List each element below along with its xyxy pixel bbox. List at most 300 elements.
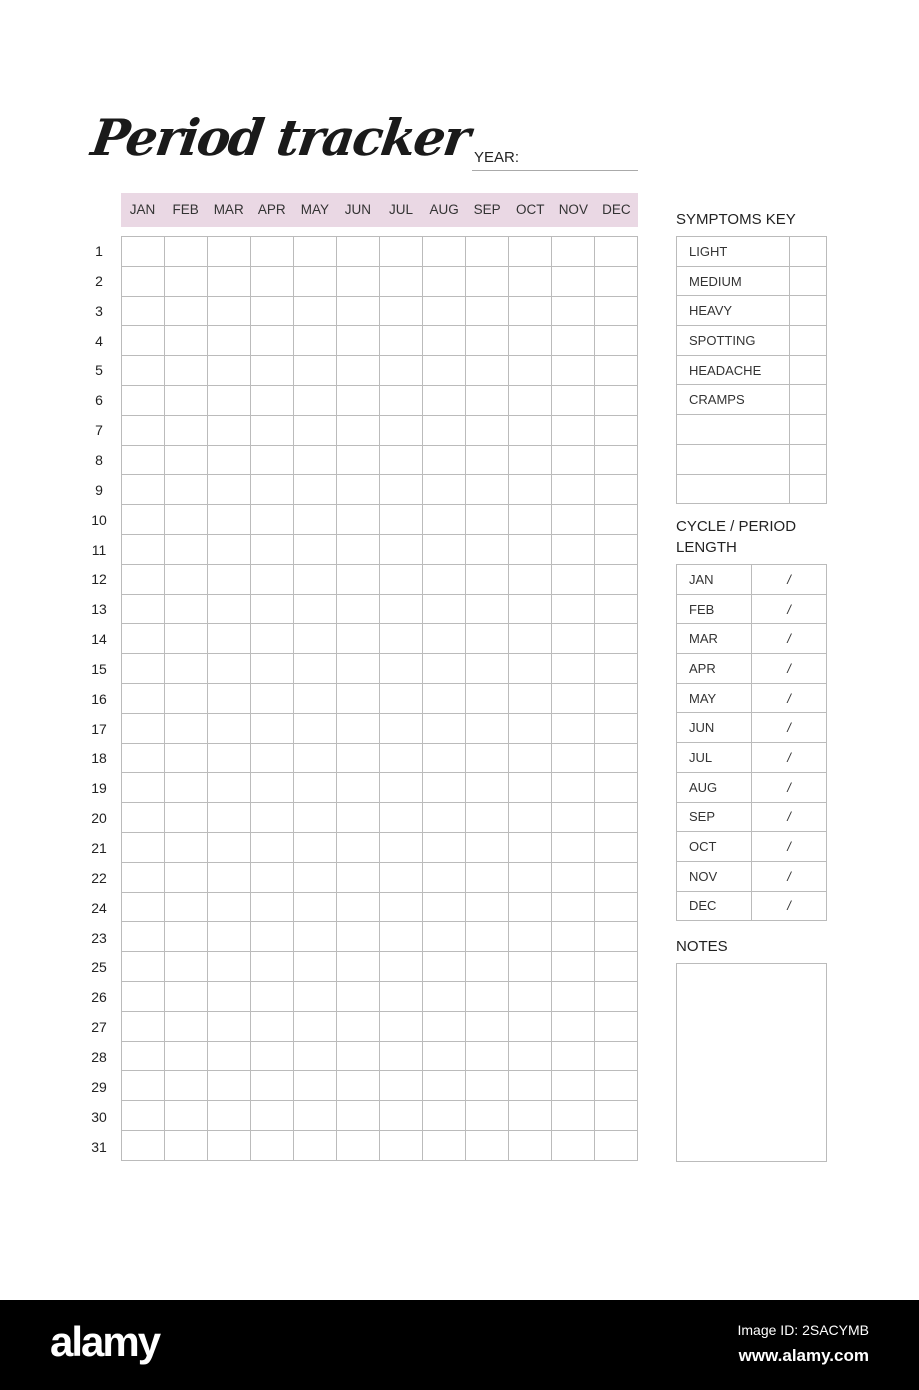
day-cell[interactable] xyxy=(165,385,208,415)
day-cell[interactable] xyxy=(552,832,595,862)
day-cell[interactable] xyxy=(294,326,337,356)
day-cell[interactable] xyxy=(165,237,208,267)
day-cell[interactable] xyxy=(251,564,294,594)
day-cell[interactable] xyxy=(595,743,638,773)
day-cell[interactable] xyxy=(423,1101,466,1131)
day-cell[interactable] xyxy=(552,803,595,833)
day-cell[interactable] xyxy=(165,803,208,833)
day-cell[interactable] xyxy=(337,266,380,296)
day-cell[interactable] xyxy=(552,773,595,803)
day-cell[interactable] xyxy=(165,326,208,356)
day-cell[interactable] xyxy=(466,326,509,356)
day-cell[interactable] xyxy=(380,892,423,922)
day-cell[interactable] xyxy=(595,1130,638,1160)
day-cell[interactable] xyxy=(595,1041,638,1071)
day-cell[interactable] xyxy=(509,296,552,326)
day-cell[interactable] xyxy=(466,564,509,594)
day-cell[interactable] xyxy=(251,683,294,713)
day-cell[interactable] xyxy=(165,892,208,922)
day-cell[interactable] xyxy=(294,922,337,952)
day-cell[interactable] xyxy=(380,1041,423,1071)
day-cell[interactable] xyxy=(509,952,552,982)
day-cell[interactable] xyxy=(509,445,552,475)
day-cell[interactable] xyxy=(423,594,466,624)
day-cell[interactable] xyxy=(208,862,251,892)
symptom-marker-cell[interactable] xyxy=(790,296,827,326)
day-cell[interactable] xyxy=(423,1041,466,1071)
day-cell[interactable] xyxy=(595,415,638,445)
day-cell[interactable] xyxy=(509,505,552,535)
day-cell[interactable] xyxy=(337,475,380,505)
day-cell[interactable] xyxy=(122,237,165,267)
day-cell[interactable] xyxy=(595,922,638,952)
day-cell[interactable] xyxy=(552,1041,595,1071)
day-cell[interactable] xyxy=(380,683,423,713)
day-cell[interactable] xyxy=(165,1101,208,1131)
day-cell[interactable] xyxy=(337,892,380,922)
day-cell[interactable] xyxy=(380,1101,423,1131)
day-cell[interactable] xyxy=(466,475,509,505)
day-cell[interactable] xyxy=(380,654,423,684)
symptom-marker-cell[interactable] xyxy=(790,385,827,415)
day-cell[interactable] xyxy=(294,832,337,862)
day-cell[interactable] xyxy=(251,534,294,564)
day-cell[interactable] xyxy=(165,654,208,684)
day-cell[interactable] xyxy=(595,1071,638,1101)
day-cell[interactable] xyxy=(165,713,208,743)
day-cell[interactable] xyxy=(423,892,466,922)
day-cell[interactable] xyxy=(337,1011,380,1041)
day-cell[interactable] xyxy=(122,594,165,624)
day-cell[interactable] xyxy=(423,266,466,296)
day-cell[interactable] xyxy=(552,892,595,922)
day-cell[interactable] xyxy=(208,922,251,952)
day-cell[interactable] xyxy=(294,237,337,267)
day-cell[interactable] xyxy=(466,892,509,922)
day-cell[interactable] xyxy=(380,564,423,594)
day-cell[interactable] xyxy=(423,505,466,535)
day-cell[interactable] xyxy=(208,445,251,475)
day-cell[interactable] xyxy=(337,385,380,415)
day-cell[interactable] xyxy=(552,356,595,386)
day-cell[interactable] xyxy=(208,952,251,982)
day-cell[interactable] xyxy=(208,326,251,356)
cycle-length-input[interactable]: / xyxy=(752,565,827,595)
day-cell[interactable] xyxy=(552,654,595,684)
day-cell[interactable] xyxy=(380,922,423,952)
day-cell[interactable] xyxy=(466,922,509,952)
cycle-length-input[interactable]: / xyxy=(752,654,827,684)
day-cell[interactable] xyxy=(165,266,208,296)
day-cell[interactable] xyxy=(165,1041,208,1071)
day-cell[interactable] xyxy=(208,475,251,505)
day-cell[interactable] xyxy=(466,356,509,386)
day-cell[interactable] xyxy=(509,773,552,803)
day-cell[interactable] xyxy=(423,356,466,386)
day-cell[interactable] xyxy=(294,1071,337,1101)
symptom-marker-cell[interactable] xyxy=(790,237,827,267)
day-cell[interactable] xyxy=(380,475,423,505)
day-cell[interactable] xyxy=(251,892,294,922)
day-cell[interactable] xyxy=(509,237,552,267)
day-cell[interactable] xyxy=(122,981,165,1011)
day-cell[interactable] xyxy=(122,296,165,326)
notes-box[interactable] xyxy=(676,963,827,1162)
day-cell[interactable] xyxy=(466,594,509,624)
day-cell[interactable] xyxy=(595,1101,638,1131)
day-cell[interactable] xyxy=(466,773,509,803)
day-cell[interactable] xyxy=(466,624,509,654)
day-cell[interactable] xyxy=(595,534,638,564)
day-cell[interactable] xyxy=(294,266,337,296)
cycle-length-input[interactable]: / xyxy=(752,743,827,773)
day-cell[interactable] xyxy=(380,1130,423,1160)
day-cell[interactable] xyxy=(294,1011,337,1041)
day-cell[interactable] xyxy=(466,1011,509,1041)
day-cell[interactable] xyxy=(294,475,337,505)
day-cell[interactable] xyxy=(423,773,466,803)
day-cell[interactable] xyxy=(380,832,423,862)
day-cell[interactable] xyxy=(423,803,466,833)
day-cell[interactable] xyxy=(294,862,337,892)
day-cell[interactable] xyxy=(595,594,638,624)
day-cell[interactable] xyxy=(294,385,337,415)
day-cell[interactable] xyxy=(509,385,552,415)
day-cell[interactable] xyxy=(509,1011,552,1041)
day-cell[interactable] xyxy=(509,326,552,356)
symptom-marker-cell[interactable] xyxy=(790,474,827,504)
day-cell[interactable] xyxy=(380,296,423,326)
day-cell[interactable] xyxy=(294,981,337,1011)
day-cell[interactable] xyxy=(509,803,552,833)
year-input-line[interactable] xyxy=(472,170,638,171)
day-cell[interactable] xyxy=(251,415,294,445)
day-cell[interactable] xyxy=(208,237,251,267)
day-cell[interactable] xyxy=(165,832,208,862)
day-cell[interactable] xyxy=(423,475,466,505)
day-cell[interactable] xyxy=(251,1071,294,1101)
day-cell[interactable] xyxy=(165,773,208,803)
day-cell[interactable] xyxy=(122,266,165,296)
day-cell[interactable] xyxy=(466,1101,509,1131)
day-cell[interactable] xyxy=(251,1130,294,1160)
symptom-marker-cell[interactable] xyxy=(790,444,827,474)
day-cell[interactable] xyxy=(466,385,509,415)
symptom-marker-cell[interactable] xyxy=(790,415,827,445)
day-cell[interactable] xyxy=(337,564,380,594)
day-cell[interactable] xyxy=(423,862,466,892)
day-cell[interactable] xyxy=(380,534,423,564)
day-cell[interactable] xyxy=(208,773,251,803)
day-cell[interactable] xyxy=(552,1011,595,1041)
day-cell[interactable] xyxy=(380,266,423,296)
day-cell[interactable] xyxy=(552,564,595,594)
day-cell[interactable] xyxy=(208,564,251,594)
day-cell[interactable] xyxy=(122,1101,165,1131)
day-cell[interactable] xyxy=(294,803,337,833)
day-cell[interactable] xyxy=(337,624,380,654)
day-cell[interactable] xyxy=(122,743,165,773)
day-cell[interactable] xyxy=(251,237,294,267)
day-cell[interactable] xyxy=(595,505,638,535)
day-cell[interactable] xyxy=(251,952,294,982)
day-cell[interactable] xyxy=(466,1041,509,1071)
day-cell[interactable] xyxy=(509,713,552,743)
day-cell[interactable] xyxy=(208,624,251,654)
day-cell[interactable] xyxy=(380,1011,423,1041)
day-cell[interactable] xyxy=(165,356,208,386)
day-cell[interactable] xyxy=(380,862,423,892)
day-cell[interactable] xyxy=(380,624,423,654)
day-cell[interactable] xyxy=(466,952,509,982)
day-cell[interactable] xyxy=(208,892,251,922)
day-cell[interactable] xyxy=(251,385,294,415)
day-cell[interactable] xyxy=(466,683,509,713)
day-cell[interactable] xyxy=(337,803,380,833)
day-cell[interactable] xyxy=(337,1041,380,1071)
day-cell[interactable] xyxy=(595,654,638,684)
day-cell[interactable] xyxy=(165,475,208,505)
day-cell[interactable] xyxy=(595,296,638,326)
day-cell[interactable] xyxy=(595,773,638,803)
day-cell[interactable] xyxy=(122,445,165,475)
day-cell[interactable] xyxy=(251,862,294,892)
day-cell[interactable] xyxy=(423,654,466,684)
day-cell[interactable] xyxy=(552,981,595,1011)
day-cell[interactable] xyxy=(122,475,165,505)
day-cell[interactable] xyxy=(294,1130,337,1160)
day-cell[interactable] xyxy=(122,624,165,654)
day-cell[interactable] xyxy=(294,534,337,564)
day-cell[interactable] xyxy=(165,1071,208,1101)
day-cell[interactable] xyxy=(466,713,509,743)
day-cell[interactable] xyxy=(337,505,380,535)
day-cell[interactable] xyxy=(509,534,552,564)
day-cell[interactable] xyxy=(122,862,165,892)
day-cell[interactable] xyxy=(337,654,380,684)
day-cell[interactable] xyxy=(595,475,638,505)
day-cell[interactable] xyxy=(294,624,337,654)
day-cell[interactable] xyxy=(337,952,380,982)
day-cell[interactable] xyxy=(595,1011,638,1041)
day-cell[interactable] xyxy=(251,475,294,505)
day-cell[interactable] xyxy=(423,326,466,356)
day-cell[interactable] xyxy=(552,713,595,743)
day-cell[interactable] xyxy=(165,743,208,773)
cycle-length-input[interactable]: / xyxy=(752,713,827,743)
day-cell[interactable] xyxy=(165,415,208,445)
day-cell[interactable] xyxy=(509,1130,552,1160)
symptom-marker-cell[interactable] xyxy=(790,266,827,296)
day-cell[interactable] xyxy=(380,1071,423,1101)
day-cell[interactable] xyxy=(423,1071,466,1101)
day-cell[interactable] xyxy=(552,266,595,296)
day-cell[interactable] xyxy=(595,952,638,982)
day-cell[interactable] xyxy=(294,654,337,684)
day-cell[interactable] xyxy=(165,534,208,564)
day-cell[interactable] xyxy=(509,624,552,654)
day-cell[interactable] xyxy=(251,505,294,535)
day-cell[interactable] xyxy=(208,594,251,624)
day-cell[interactable] xyxy=(294,952,337,982)
day-cell[interactable] xyxy=(208,266,251,296)
day-cell[interactable] xyxy=(466,862,509,892)
cycle-length-input[interactable]: / xyxy=(752,594,827,624)
day-cell[interactable] xyxy=(466,1071,509,1101)
day-cell[interactable] xyxy=(294,773,337,803)
day-cell[interactable] xyxy=(165,564,208,594)
day-cell[interactable] xyxy=(552,237,595,267)
day-cell[interactable] xyxy=(122,713,165,743)
day-cell[interactable] xyxy=(122,385,165,415)
day-cell[interactable] xyxy=(294,683,337,713)
day-cell[interactable] xyxy=(294,594,337,624)
day-cell[interactable] xyxy=(509,356,552,386)
day-cell[interactable] xyxy=(509,1041,552,1071)
day-cell[interactable] xyxy=(466,296,509,326)
day-cell[interactable] xyxy=(208,832,251,862)
day-cell[interactable] xyxy=(552,534,595,564)
day-cell[interactable] xyxy=(122,534,165,564)
day-cell[interactable] xyxy=(595,862,638,892)
day-cell[interactable] xyxy=(208,1101,251,1131)
day-cell[interactable] xyxy=(509,654,552,684)
day-cell[interactable] xyxy=(423,683,466,713)
day-cell[interactable] xyxy=(251,981,294,1011)
cycle-length-input[interactable]: / xyxy=(752,624,827,654)
day-cell[interactable] xyxy=(294,1041,337,1071)
day-cell[interactable] xyxy=(294,505,337,535)
day-cell[interactable] xyxy=(122,1071,165,1101)
day-cell[interactable] xyxy=(294,445,337,475)
day-cell[interactable] xyxy=(337,773,380,803)
day-cell[interactable] xyxy=(165,296,208,326)
day-cell[interactable] xyxy=(122,326,165,356)
day-cell[interactable] xyxy=(466,832,509,862)
day-cell[interactable] xyxy=(294,892,337,922)
day-cell[interactable] xyxy=(552,1101,595,1131)
day-cell[interactable] xyxy=(423,743,466,773)
day-cell[interactable] xyxy=(423,1130,466,1160)
day-cell[interactable] xyxy=(509,981,552,1011)
day-cell[interactable] xyxy=(294,713,337,743)
day-cell[interactable] xyxy=(122,773,165,803)
day-cell[interactable] xyxy=(208,385,251,415)
day-cell[interactable] xyxy=(595,683,638,713)
day-cell[interactable] xyxy=(122,832,165,862)
day-cell[interactable] xyxy=(208,981,251,1011)
cycle-length-input[interactable]: / xyxy=(752,861,827,891)
day-cell[interactable] xyxy=(466,237,509,267)
day-cell[interactable] xyxy=(380,237,423,267)
day-cell[interactable] xyxy=(509,1101,552,1131)
day-cell[interactable] xyxy=(251,1101,294,1131)
day-cell[interactable] xyxy=(380,981,423,1011)
day-cell[interactable] xyxy=(122,356,165,386)
day-cell[interactable] xyxy=(552,445,595,475)
day-cell[interactable] xyxy=(423,445,466,475)
day-cell[interactable] xyxy=(122,1041,165,1071)
day-cell[interactable] xyxy=(423,624,466,654)
day-cell[interactable] xyxy=(423,237,466,267)
day-cell[interactable] xyxy=(595,832,638,862)
day-cell[interactable] xyxy=(552,326,595,356)
day-cell[interactable] xyxy=(509,683,552,713)
day-cell[interactable] xyxy=(466,1130,509,1160)
day-cell[interactable] xyxy=(466,743,509,773)
day-cell[interactable] xyxy=(122,654,165,684)
day-cell[interactable] xyxy=(294,564,337,594)
day-cell[interactable] xyxy=(380,713,423,743)
day-cell[interactable] xyxy=(552,922,595,952)
day-cell[interactable] xyxy=(165,981,208,1011)
day-cell[interactable] xyxy=(122,892,165,922)
day-cell[interactable] xyxy=(122,683,165,713)
day-cell[interactable] xyxy=(509,594,552,624)
day-cell[interactable] xyxy=(595,803,638,833)
day-cell[interactable] xyxy=(509,892,552,922)
day-cell[interactable] xyxy=(165,922,208,952)
day-cell[interactable] xyxy=(337,862,380,892)
day-cell[interactable] xyxy=(552,415,595,445)
day-cell[interactable] xyxy=(595,981,638,1011)
day-cell[interactable] xyxy=(251,713,294,743)
day-cell[interactable] xyxy=(294,296,337,326)
cycle-length-input[interactable]: / xyxy=(752,772,827,802)
day-cell[interactable] xyxy=(380,743,423,773)
day-cell[interactable] xyxy=(509,266,552,296)
day-cell[interactable] xyxy=(251,773,294,803)
day-cell[interactable] xyxy=(466,266,509,296)
day-cell[interactable] xyxy=(595,564,638,594)
day-cell[interactable] xyxy=(122,1011,165,1041)
day-cell[interactable] xyxy=(337,743,380,773)
cycle-length-input[interactable]: / xyxy=(752,832,827,862)
day-cell[interactable] xyxy=(251,326,294,356)
day-cell[interactable] xyxy=(165,445,208,475)
day-cell[interactable] xyxy=(380,445,423,475)
day-cell[interactable] xyxy=(552,683,595,713)
day-cell[interactable] xyxy=(466,534,509,564)
day-cell[interactable] xyxy=(595,385,638,415)
day-cell[interactable] xyxy=(466,415,509,445)
day-cell[interactable] xyxy=(380,356,423,386)
day-cell[interactable] xyxy=(552,296,595,326)
day-cell[interactable] xyxy=(423,534,466,564)
day-cell[interactable] xyxy=(509,415,552,445)
day-cell[interactable] xyxy=(337,1101,380,1131)
day-cell[interactable] xyxy=(423,713,466,743)
day-cell[interactable] xyxy=(423,385,466,415)
day-cell[interactable] xyxy=(208,1071,251,1101)
day-cell[interactable] xyxy=(165,594,208,624)
day-cell[interactable] xyxy=(122,952,165,982)
day-cell[interactable] xyxy=(165,1011,208,1041)
day-cell[interactable] xyxy=(165,1130,208,1160)
day-cell[interactable] xyxy=(208,743,251,773)
day-cell[interactable] xyxy=(423,922,466,952)
day-cell[interactable] xyxy=(208,534,251,564)
symptom-marker-cell[interactable] xyxy=(790,355,827,385)
day-cell[interactable] xyxy=(380,385,423,415)
symptom-marker-cell[interactable] xyxy=(790,326,827,356)
day-cell[interactable] xyxy=(208,356,251,386)
day-cell[interactable] xyxy=(337,326,380,356)
day-cell[interactable] xyxy=(380,505,423,535)
day-cell[interactable] xyxy=(122,1130,165,1160)
day-cell[interactable] xyxy=(208,654,251,684)
day-cell[interactable] xyxy=(122,922,165,952)
